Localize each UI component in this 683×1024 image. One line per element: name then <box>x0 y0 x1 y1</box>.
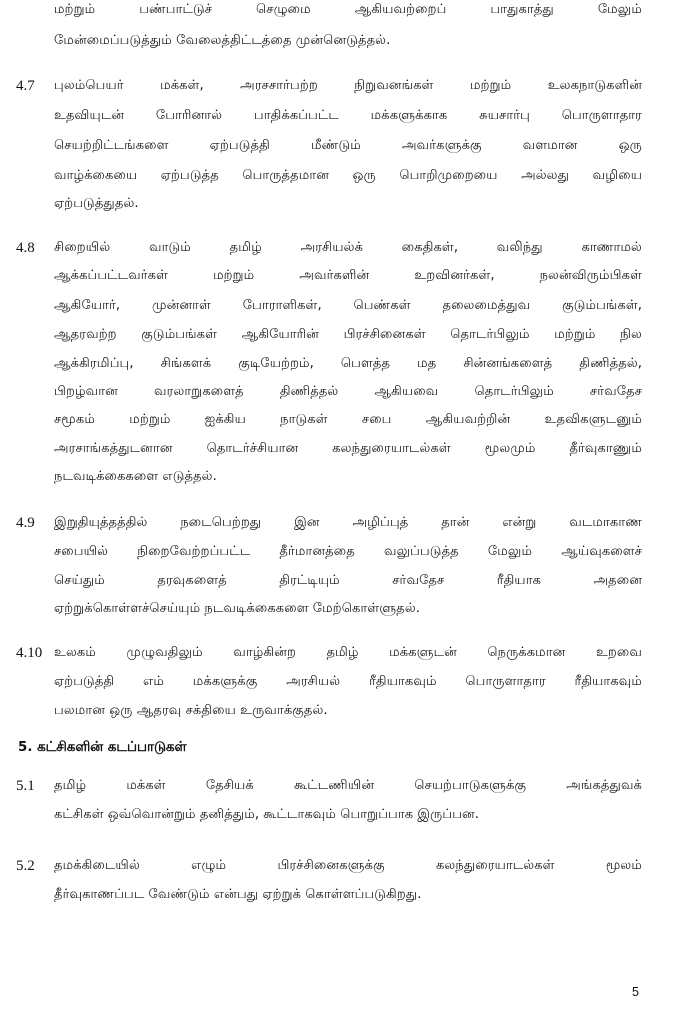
paragraph-line: சமூகம் மற்றும் ஐக்கிய நாடுகள் சபை ஆகியவற்றின் உதவிகளுடனும் <box>54 412 642 427</box>
paragraph-line: செய்தும் தரவுகளைத் திரட்டியும் சர்வதேச ரீதியாக அதனை <box>54 573 642 588</box>
paragraph-line: செயற்றிட்டங்களை ஏற்படுத்தி மீண்டும் அவர்களுக்கு வளமான ஒரு <box>54 138 642 153</box>
paragraph-line: புலம்பெயர் மக்கள், அரசசார்பற்ற நிறுவனங்கள் மற்றும் உலகநாடுகளின் <box>54 78 642 93</box>
paragraph-line: ஆக்கிரமிப்பு, சிங்களக் குடியேற்றம், பௌத்த மத சின்னங்களைத் திணித்தல், <box>54 356 642 371</box>
paragraph-line: சபையில் நிறைவேற்றப்பட்ட தீர்மானத்தை வலுப்படுத்த மேலும் ஆய்வுகளைச் <box>54 544 642 559</box>
item-number: 5.1 <box>16 778 35 794</box>
paragraph-line: ஏற்படுத்துதல். <box>54 196 139 211</box>
page-number: 5 <box>632 985 639 999</box>
paragraph-line: பிறழ்வான வரலாறுகளைத் திணித்தல் ஆகியவை தொடர்பிலும் சர்வதேச <box>54 384 642 399</box>
paragraph-line: தமிழ் மக்கள் தேசியக் கூட்டணியின் செயற்பாடுகளுக்கு அங்கத்துவக் <box>54 778 642 793</box>
paragraph-line: கட்சிகள் ஒவ்வொன்றும் தனித்தும், கூட்டாகவும் பொறுப்பாக இருப்பன. <box>54 807 479 822</box>
section-heading: 5. கட்சிகளின் கடப்பாடுகள் <box>18 740 187 755</box>
item-number: 4.8 <box>16 240 35 256</box>
paragraph-line: உலகம் முழுவதிலும் வாழ்கின்ற தமிழ் மக்களுடன் நெருக்கமான உறவை <box>54 645 642 660</box>
paragraph-line: மற்றும் பண்பாட்டுச் செழுமை ஆகியவற்றைப் பாதுகாத்து மேலும் <box>54 2 642 17</box>
paragraph-line: தீர்வுகாணப்பட வேண்டும் என்பது ஏற்றுக் கொள்ளப்படுகிறது. <box>54 887 422 902</box>
item-number: 5.2 <box>16 858 35 874</box>
item-number: 4.9 <box>16 515 35 531</box>
paragraph-line: அரசாங்கத்துடனான தொடர்ச்சியான கலந்துரையாடல்கள் மூலமும் தீர்வுகாணும் <box>54 441 642 456</box>
paragraph-line: உதவியுடன் போரினால் பாதிக்கப்பட்ட மக்களுக்காக சுயசார்பு பொருளாதார <box>54 108 642 123</box>
paragraph-line: சிறையில் வாடும் தமிழ் அரசியல்க் கைதிகள், வலிந்து காணாமல் <box>54 240 642 255</box>
paragraph-line: ஏற்படுத்தி எம் மக்களுக்கு அரசியல் ரீதியாகவும் பொருளாதார ரீதியாகவும் <box>54 674 642 689</box>
paragraph-line: வாழ்க்கையை ஏற்படுத்த பொருத்தமான ஒரு பொறிமுறையை அல்லது வழியை <box>54 168 642 183</box>
item-number: 4.7 <box>16 78 35 94</box>
paragraph-line: தமக்கிடையில் எழும் பிரச்சினைகளுக்கு கலந்துரையாடல்கள் மூலம் <box>54 858 642 873</box>
paragraph-line: பலமான ஒரு ஆதரவு சக்தியை உருவாக்குதல். <box>54 703 328 718</box>
item-number: 4.10 <box>16 645 43 661</box>
paragraph-line: ஆகியோர், முன்னாள் போராளிகள், பெண்கள் தலைமைத்துவ குடும்பங்கள், <box>54 298 642 313</box>
paragraph-line: ஏற்றுக்கொள்ளச்செய்யும் நடவடிக்கைகளை மேற்கொள்ளுதல். <box>54 601 420 616</box>
paragraph-line: நடவடிக்கைகளை எடுத்தல். <box>54 469 217 484</box>
paragraph-line: இறுதியுத்தத்தில் நடைபெற்றது இன அழிப்புத் தான் என்று வடமாகாண <box>54 515 642 530</box>
paragraph-line: மேன்மைப்படுத்தும் வேலைத்திட்டத்தை முன்னெடுத்தல். <box>54 33 391 48</box>
paragraph-line: ஆக்கப்பட்டவர்கள் மற்றும் அவர்களின் உறவினர்கள், நலன்விரும்பிகள் <box>54 268 642 283</box>
paragraph-line: ஆதரவற்ற குடும்பங்கள் ஆகியோரின் பிரச்சினைகள் தொடர்பிலும் மற்றும் நில <box>54 327 642 342</box>
